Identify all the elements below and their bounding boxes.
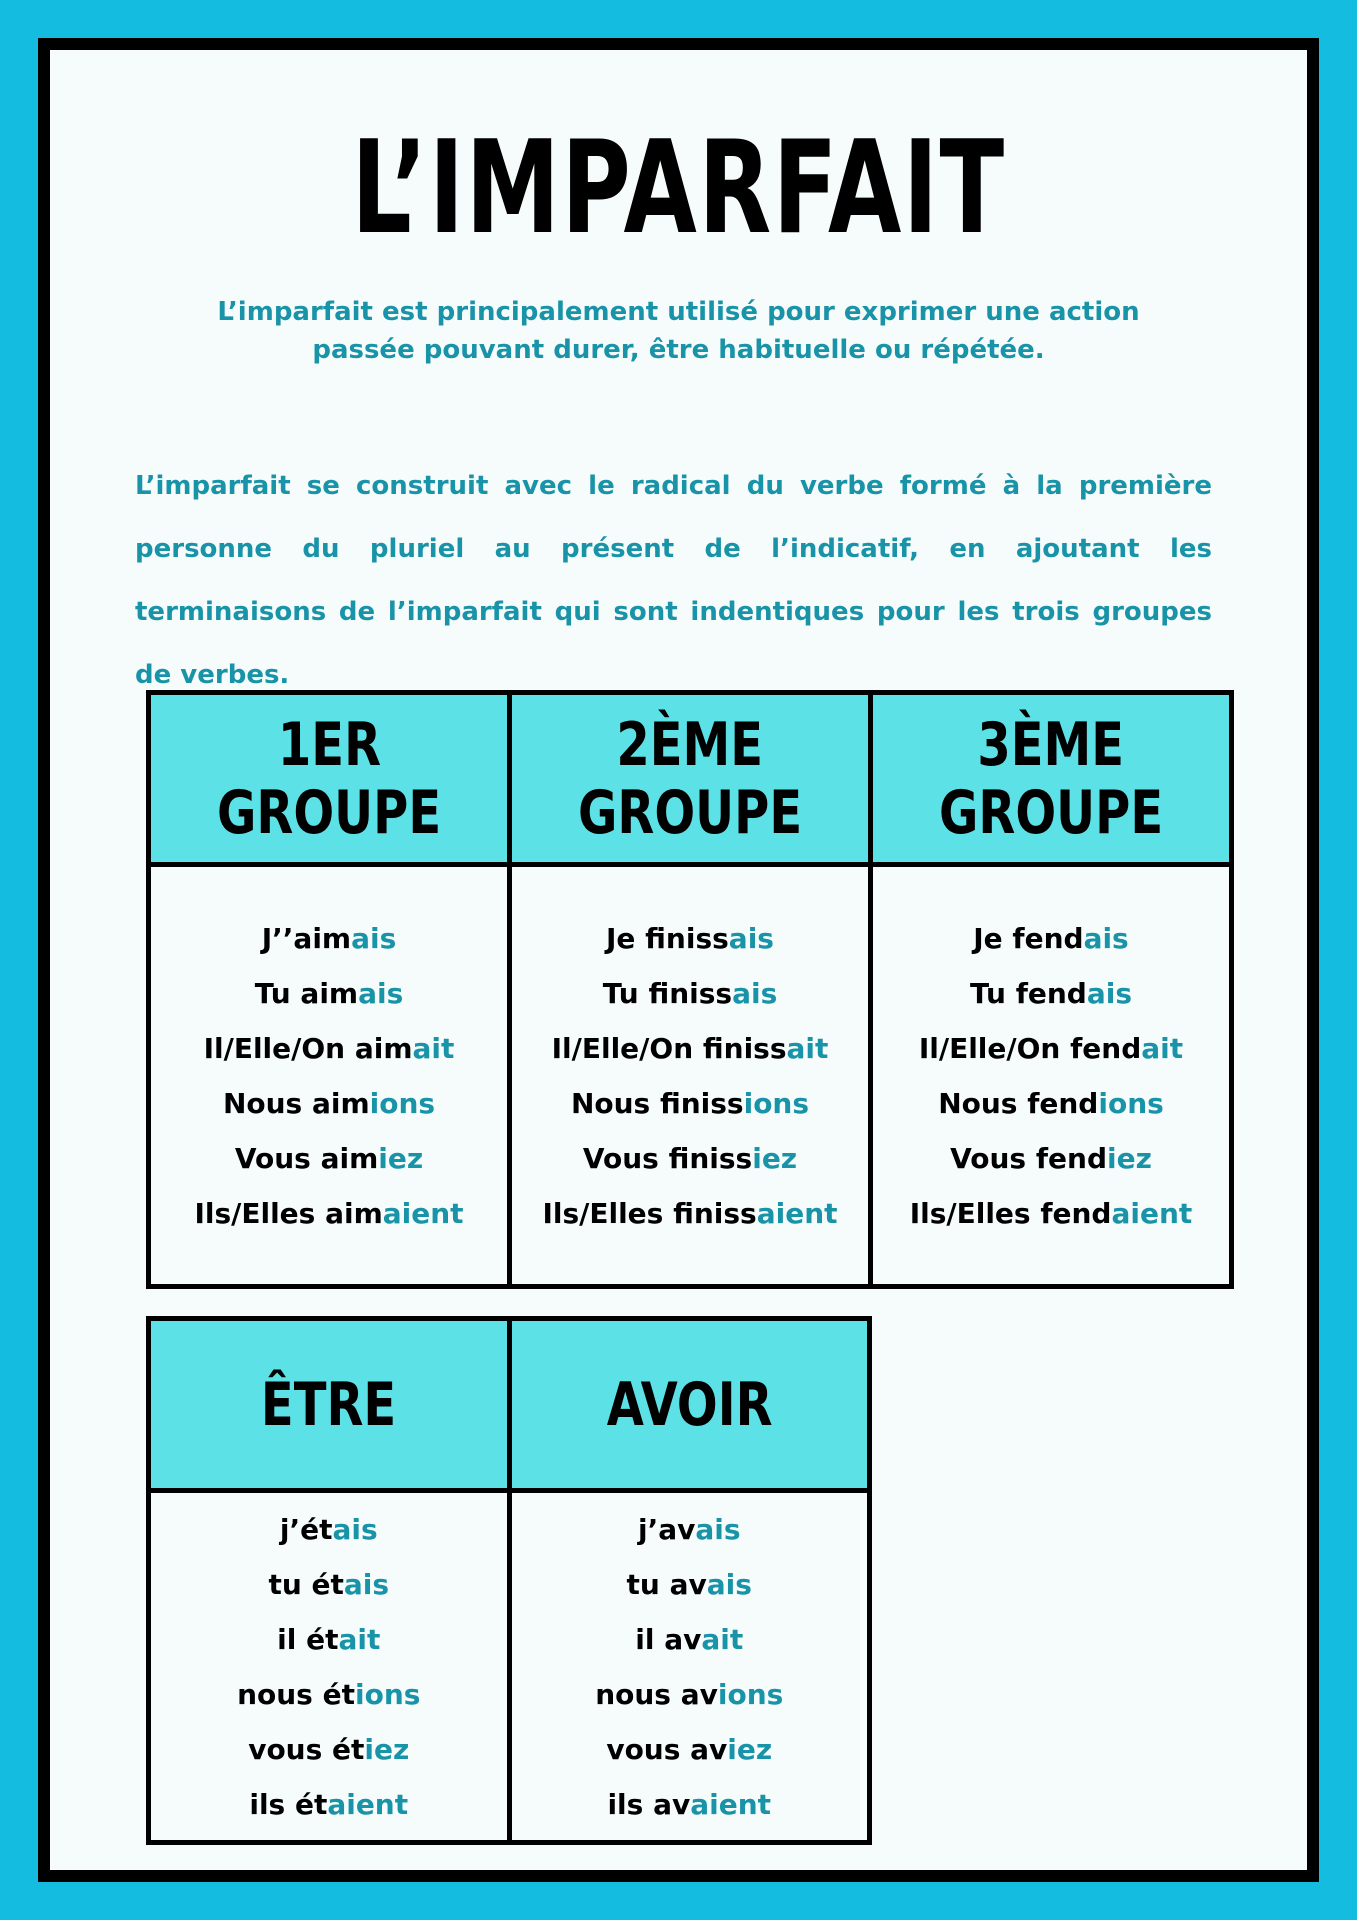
verb-stem: ils ét	[249, 1787, 328, 1821]
intro-usage-text: L’imparfait est principalement utilisé pour exprimer une action passée pouvant durer, être habituelle ou répétée.	[217, 297, 1140, 365]
verb-stem: Nous fend	[938, 1086, 1099, 1120]
conjugation-line	[873, 1021, 1229, 1076]
irregular-header-cell	[149, 1319, 510, 1491]
verb-stem: Ils/Elles aim	[194, 1196, 383, 1230]
verb-ending: aient	[756, 1196, 838, 1230]
verb-ending: iez	[378, 1141, 424, 1175]
verb-stem: Je finiss	[606, 921, 729, 955]
group-header-cell	[871, 693, 1232, 865]
verb-stem: Il/Elle/On aim	[203, 1031, 413, 1065]
groups-conjugation-table	[146, 690, 1234, 1289]
irregular-header-cell	[509, 1319, 870, 1491]
conjugation-line	[512, 1612, 868, 1667]
conjugation-line	[151, 911, 507, 966]
poster-frame	[38, 38, 1319, 1882]
group-header-cell	[149, 693, 510, 865]
conjugation-line	[873, 911, 1229, 966]
conjugation-line	[151, 1667, 507, 1722]
group-header-text: GROUPE	[216, 777, 442, 848]
conjugation-line	[512, 1557, 868, 1612]
conjugation-line	[151, 1557, 507, 1612]
conjugation-line	[151, 1722, 507, 1777]
groups-body-row	[149, 865, 1232, 1287]
verb-stem: J’’aim	[261, 921, 352, 955]
groups-header-row	[149, 693, 1232, 865]
group-header-text: GROUPE	[577, 777, 803, 848]
conjugation-line	[151, 1186, 507, 1241]
verb-ending: ais	[695, 1512, 741, 1546]
conjugation-line	[873, 966, 1229, 1021]
verb-ending: ais	[343, 1567, 390, 1601]
verb-stem: tu av	[626, 1567, 707, 1601]
conjugation-line	[512, 1667, 868, 1722]
conjugation-line	[512, 1131, 868, 1186]
verb-ending: aient	[382, 1196, 464, 1230]
group-conjugation-cell	[149, 865, 510, 1287]
group-header-text: 3ÈME	[977, 709, 1125, 780]
irregular-header-text: AVOIR	[606, 1369, 773, 1440]
conjugation-line	[151, 1076, 507, 1131]
verb-ending: ait	[701, 1622, 744, 1656]
verb-stem: Vous aim	[234, 1141, 379, 1175]
group-header-text: 1ER	[277, 709, 381, 780]
group-header-text: GROUPE	[938, 777, 1164, 848]
conjugation-line	[151, 1612, 507, 1667]
verb-stem: Il/Elle/On fend	[918, 1031, 1142, 1065]
conjugation-line	[873, 1076, 1229, 1131]
verb-ending: iez	[727, 1732, 773, 1766]
verb-stem: nous ét	[237, 1677, 355, 1711]
verb-ending: aient	[1111, 1196, 1193, 1230]
verb-stem: Il/Elle/On finiss	[551, 1031, 787, 1065]
verb-ending: ais	[332, 1512, 378, 1546]
conjugation-line	[512, 1722, 868, 1777]
conjugation-line	[512, 1186, 868, 1241]
etre-avoir-conjugation-table	[146, 1316, 872, 1845]
verb-stem: Ils/Elles fend	[909, 1196, 1112, 1230]
conjugation-line	[512, 1502, 868, 1557]
verb-stem: tu ét	[268, 1567, 344, 1601]
verb-stem: Vous finiss	[582, 1141, 753, 1175]
conjugation-line	[151, 1021, 507, 1076]
verb-stem: il av	[635, 1622, 702, 1656]
conjugation-line	[151, 1131, 507, 1186]
verb-ending: ait	[338, 1622, 381, 1656]
verb-ending: iez	[364, 1732, 410, 1766]
verb-ending: ions	[717, 1677, 784, 1711]
conjugation-line	[151, 1777, 507, 1832]
verb-stem: nous av	[595, 1677, 718, 1711]
irregular-header-row	[149, 1319, 870, 1491]
conjugation-line	[873, 1186, 1229, 1241]
verb-stem: il ét	[277, 1622, 339, 1656]
verb-stem: vous ét	[248, 1732, 365, 1766]
intro-construction-text: L’imparfait se construit avec le radical du verbe formé à la première personne du pluriel au présent de l’indicatif, en ajoutant les terminaisons de l’imparfait qui sont indentiques pour les trois groupes de verbes.	[135, 471, 1212, 690]
group-conjugation-cell	[510, 865, 871, 1287]
irregular-header-text: ÊTRE	[261, 1369, 397, 1440]
verb-ending: iez	[1106, 1141, 1152, 1175]
verb-ending: ais	[732, 976, 778, 1010]
verb-stem: Nous finiss	[570, 1086, 744, 1120]
verb-ending: ions	[354, 1677, 421, 1711]
conjugation-line	[512, 1021, 868, 1076]
conjugation-line	[151, 1502, 507, 1557]
verb-stem: j’av	[637, 1512, 696, 1546]
verb-stem: Tu fend	[969, 976, 1087, 1010]
verb-stem: Je fend	[973, 921, 1084, 955]
irregular-body-row	[149, 1491, 870, 1843]
conjugation-line	[873, 1131, 1229, 1186]
conjugation-line	[512, 1777, 868, 1832]
verb-stem: Nous aim	[222, 1086, 370, 1120]
group-header-cell	[510, 693, 871, 865]
verb-stem: ils av	[607, 1787, 691, 1821]
verb-ending: ions	[1098, 1086, 1164, 1120]
group-conjugation-cell	[871, 865, 1232, 1287]
verb-stem: Ils/Elles finiss	[542, 1196, 757, 1230]
verb-stem: vous av	[606, 1732, 728, 1766]
verb-stem: j’ét	[279, 1512, 333, 1546]
verb-ending: iez	[752, 1141, 798, 1175]
verb-ending: ais	[706, 1567, 752, 1601]
page-title: L’IMPARFAIT	[351, 114, 1006, 263]
conjugation-line	[151, 966, 507, 1021]
verb-stem: Tu finiss	[602, 976, 733, 1010]
conjugation-line	[512, 966, 868, 1021]
verb-ending: ait	[1141, 1031, 1184, 1065]
verb-ending: ais	[728, 921, 774, 955]
irregular-conjugation-cell	[149, 1491, 510, 1843]
group-header-text: 2ÈME	[616, 709, 764, 780]
conjugation-line	[512, 911, 868, 966]
conjugation-line	[512, 1076, 868, 1131]
verb-ending: ais	[351, 921, 397, 955]
verb-ending: aient	[690, 1787, 772, 1821]
verb-ending: ais	[1086, 976, 1133, 1010]
verb-stem: Tu aim	[254, 976, 359, 1010]
verb-ending: ions	[743, 1086, 810, 1120]
verb-stem: Vous fend	[950, 1141, 1107, 1175]
verb-ending: ais	[1083, 921, 1129, 955]
verb-ending: ait	[786, 1031, 829, 1065]
verb-ending: ais	[358, 976, 404, 1010]
verb-ending: ait	[412, 1031, 455, 1065]
verb-ending: ions	[369, 1086, 436, 1120]
irregular-conjugation-cell	[509, 1491, 870, 1843]
verb-ending: aient	[327, 1787, 409, 1821]
